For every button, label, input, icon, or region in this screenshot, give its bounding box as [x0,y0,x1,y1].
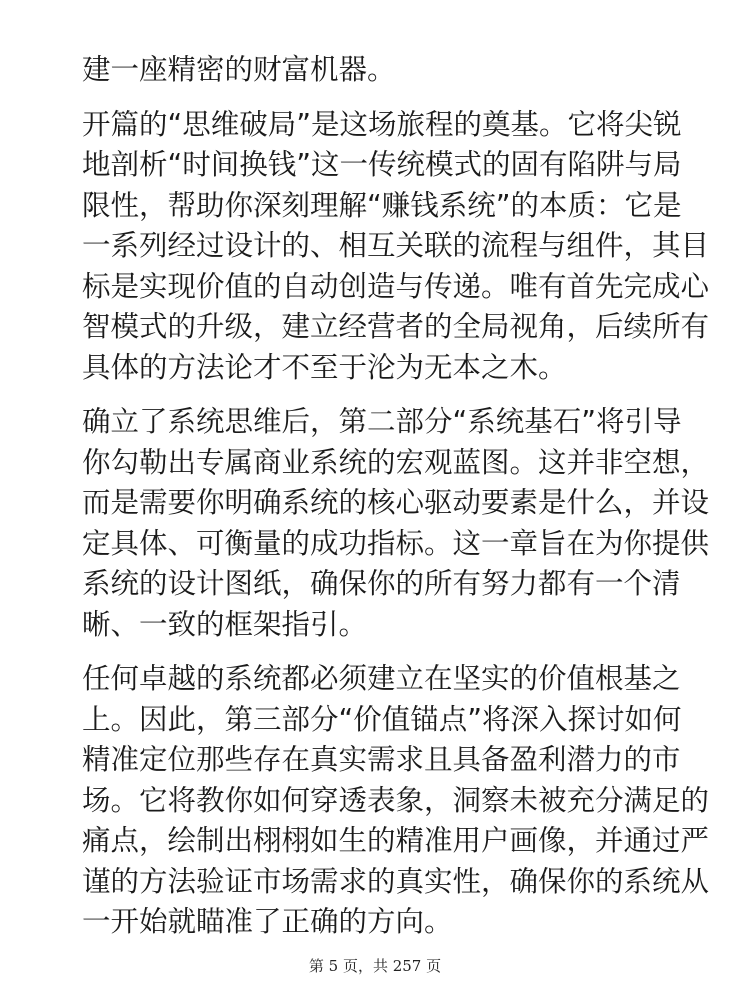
text-line: 场。它将教你如何穿透表象，洞察未被充分满足的 [82,783,710,817]
text-line: 建一座精密的财富机器。 [82,53,396,86]
text-line: 一开始就瞄准了正确的方向。 [82,905,453,938]
text-line: 任何卓越的系统都必须建立在坚实的价值根基之 [82,662,681,695]
text-line: 开篇的“思维破局”是这场旅程的奠基。它将尖锐 [82,107,682,141]
text-line: 上。因此，第三部分“价值锚点”将深入探讨如何 [82,702,682,736]
text-line: 系统的设计图纸，确保你的所有努力都有一个清 [82,567,681,600]
document-body [82,50,710,943]
paragraph [82,50,682,91]
text-line: 确立了系统思维后，第二部分“系统基石”将引导 [82,405,682,438]
text-line: 地剖析“时间换钱”这一传统模式的固有陷阱与局 [82,148,682,181]
text-line: 精准定位那些存在真实需求且具备盈利潜力的市 [82,743,681,776]
paragraph [82,105,710,389]
text-line: 具体的方法论才不至于沦为无本之木。 [82,350,567,384]
text-line: 一系列经过设计的、相互关联的流程与组件，其目 [82,229,710,262]
text-line: 你勾勒出专属商业系统的宏观蓝图。这并非空想， [82,445,710,479]
text-line: 谨的方法验证市场需求的真实性，确保你的系统从 [82,864,710,898]
text-line: 晰、一致的框架指引。 [82,607,368,641]
paragraph [82,659,710,943]
paragraph [82,402,710,645]
text-line: 定具体、可衡量的成功指标。这一章旨在为你提供 [82,526,710,560]
text-line: 痛点，绘制出栩栩如生的精准用户画像，并通过严 [82,824,710,857]
text-line: 智模式的升级，建立经营者的全局视角，后续所有 [82,310,710,343]
page-number-footer: 第 5 页，共 257 页 [308,957,442,975]
text-line: 限性，帮助你深刻理解“赚钱系统”的本质：它是 [82,188,682,222]
text-line: 而是需要你明确系统的核心驱动要素是什么，并设 [82,486,710,519]
text-line: 标是实现价值的自动创造与传递。唯有首先完成心 [82,269,710,303]
